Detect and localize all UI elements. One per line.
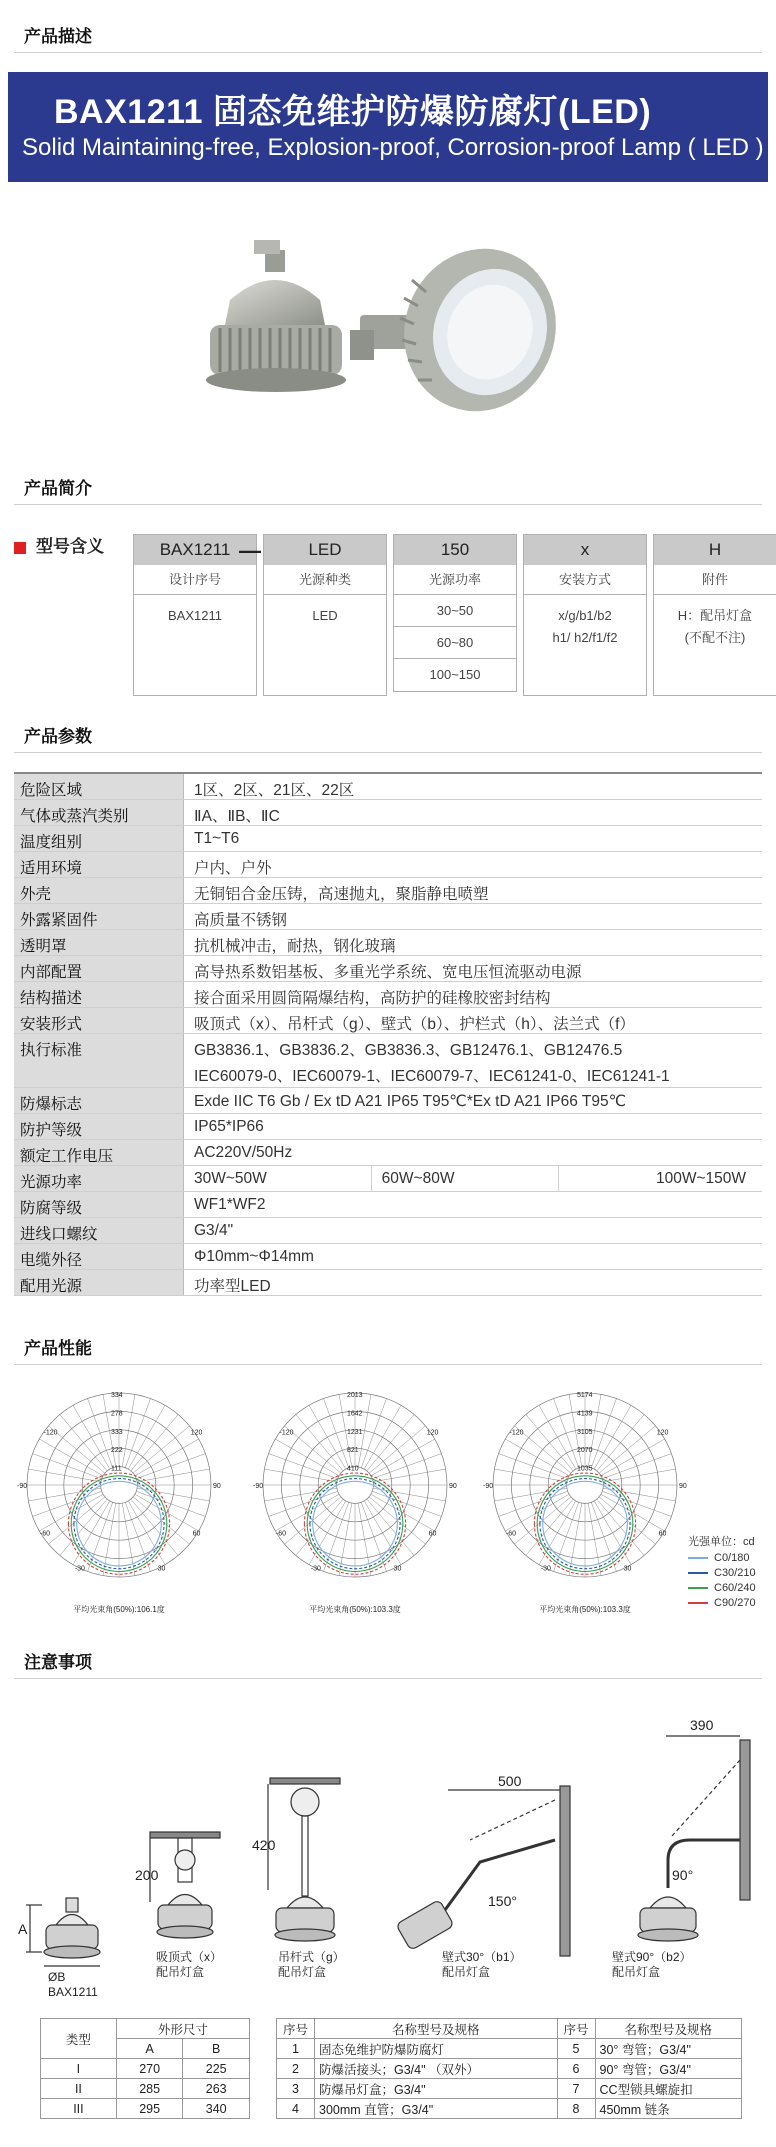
param-key: 防护等级: [14, 1114, 184, 1139]
polar-angle-label: -60: [505, 1530, 517, 1538]
model-col-cell: 30~50: [394, 595, 516, 627]
caption-wall30: 壁式30°（b1） 配吊灯盒: [442, 1950, 522, 1979]
size-table-head: 外形尺寸: [116, 2019, 249, 2039]
table-row: III 295 340: [41, 2099, 250, 2119]
section-title-notes: 注意事项: [24, 1653, 92, 1672]
caption-wall90: 壁式90°（b2） 配吊灯盒: [612, 1950, 692, 1979]
param-value: 抗机械冲击，耐热，钢化玻璃: [194, 938, 396, 955]
legend-swatch: [688, 1572, 708, 1574]
polar-spoke: [499, 1491, 569, 1516]
polar-spoke: [275, 1439, 339, 1476]
param-key: 防爆标志: [14, 1088, 184, 1113]
polar-spoke: [125, 1399, 150, 1469]
polar-spoke: [602, 1454, 672, 1479]
polar-ring-label: 278: [111, 1410, 123, 1418]
param-value: 1区、2区、21区、22区: [194, 782, 355, 799]
legend-item: C90/270: [688, 1597, 756, 1609]
table-row: I 270 225: [41, 2059, 250, 2079]
size-table-head: B: [183, 2039, 250, 2059]
legend-swatch: [688, 1602, 708, 1604]
param-value: T1~T6: [194, 830, 240, 847]
polar-angle-label: -90: [17, 1483, 28, 1490]
polar-spoke: [373, 1488, 446, 1501]
param-value: 无铜铝合金压铸，高速抛丸，聚脂静电喷塑: [194, 886, 489, 903]
param-key: 电缆外径: [14, 1244, 184, 1269]
table-row: 4 300mm 直管；G3/4" 8 450mm 链条: [277, 2099, 742, 2119]
polar-spoke: [88, 1399, 113, 1469]
polar-chart: [14, 1370, 224, 1620]
title-banner: [8, 72, 768, 182]
section-title-params: 产品参数: [24, 727, 92, 746]
param-value: WF1*WF2: [194, 1196, 266, 1213]
polar-spoke: [136, 1454, 206, 1479]
param-row: [14, 1270, 762, 1296]
divider: [14, 504, 762, 505]
polar-spoke: [309, 1405, 346, 1469]
param-row: [14, 930, 762, 956]
param-value: 户内、户外: [194, 860, 272, 877]
polar-spoke: [137, 1469, 210, 1482]
polar-spoke: [594, 1405, 631, 1469]
polar-spoke: [122, 1394, 135, 1467]
dim-label-500: 500: [498, 1773, 522, 1789]
model-col-value: (不配不注): [684, 630, 746, 645]
param-row: [14, 878, 762, 904]
polar-spoke: [371, 1439, 435, 1476]
polar-ring-label: 111: [111, 1465, 122, 1473]
model-col-head: x: [524, 535, 646, 565]
param-row: [14, 1088, 762, 1114]
legend-swatch: [688, 1557, 708, 1559]
red-square-icon: [14, 542, 26, 554]
polar-angle-label: 30: [623, 1565, 632, 1573]
polar-spoke: [28, 1488, 101, 1501]
param-row: [14, 904, 762, 930]
polar-caption: 平均光束角(50%):103.3度: [309, 1605, 401, 1614]
polar-spoke: [373, 1469, 446, 1482]
polar-spoke: [137, 1488, 210, 1501]
section-title-perf: 产品性能: [24, 1339, 92, 1358]
polar-spoke: [372, 1491, 442, 1516]
dim-label-200: 200: [135, 1867, 159, 1883]
param-row: [14, 1166, 762, 1192]
polar-spoke: [603, 1469, 676, 1482]
model-meaning-label: [14, 532, 104, 557]
param-row: [14, 956, 762, 982]
product-photos: [190, 240, 590, 430]
parts-table: [276, 2018, 742, 2119]
polar-spoke: [599, 1426, 656, 1474]
polar-angle-label: 30: [393, 1565, 402, 1573]
polar-spoke: [264, 1488, 337, 1501]
polar-angle-label: 60: [428, 1530, 437, 1538]
parts-table-head: 名称型号及规格: [595, 2019, 741, 2039]
polar-angle-label: 120: [426, 1429, 439, 1437]
polar-spoke: [591, 1399, 616, 1469]
polar-angle-label: -90: [253, 1483, 264, 1490]
polar-angle-label: -60: [275, 1530, 287, 1538]
polar-ring-label: 1035: [577, 1465, 593, 1473]
polar-ring-label: 2013: [347, 1392, 363, 1399]
polar-angle-label: 60: [192, 1530, 201, 1538]
polar-spoke: [494, 1469, 567, 1482]
polar-angle-label: 90: [213, 1483, 221, 1490]
model-meaning-text: 型号含义: [36, 537, 104, 556]
param-row: [14, 1008, 762, 1034]
polar-spoke: [28, 1469, 101, 1482]
polar-spoke: [88, 1502, 113, 1572]
param-value: Φ10mm~Φ14mm: [194, 1248, 314, 1265]
param-value: AC220V/50Hz: [194, 1144, 293, 1161]
polar-spoke: [591, 1502, 616, 1572]
polar-spoke: [128, 1405, 165, 1469]
param-key: 外壳: [14, 878, 184, 903]
polar-angle-label: -30: [310, 1565, 321, 1573]
divider: [14, 752, 762, 753]
polar-ring-label: 821: [347, 1447, 359, 1455]
param-row: [14, 1192, 762, 1218]
model-col-cell: 100~150: [429, 667, 481, 682]
param-key: 防腐等级: [14, 1192, 184, 1217]
polar-angle-label: -120: [43, 1429, 58, 1437]
lamp-outline-wall90: [638, 1736, 750, 1941]
polar-spoke: [602, 1491, 672, 1516]
polar-spoke: [554, 1502, 579, 1572]
model-col-head: LED: [264, 535, 386, 565]
param-key: 光源功率: [14, 1166, 184, 1191]
lamp-outline-wall30: [396, 1786, 570, 1956]
param-value: GB3836.1、GB3836.2、GB3836.3、GB12476.1、GB12476.5 IEC60079-0、IEC60079-1、IEC60079-7、IEC61241-0、IEC61241-1: [194, 1042, 670, 1085]
parts-table-head: 序号: [277, 2019, 315, 2039]
legend-item: C60/240: [688, 1582, 756, 1594]
polar-angle-label: 90: [449, 1483, 457, 1490]
polar-spoke: [269, 1491, 339, 1516]
dim-label-390: 390: [690, 1717, 714, 1733]
polar-angle-label: -30: [540, 1565, 551, 1573]
divider: [14, 1678, 762, 1679]
param-key: 适用环境: [14, 852, 184, 877]
polar-ring-label: 5174: [577, 1392, 593, 1399]
lamp-photo-angled: [350, 240, 579, 430]
param-key: 危险区域: [14, 774, 184, 799]
photometric-legend: [688, 1530, 756, 1609]
polar-spoke: [372, 1454, 442, 1479]
param-row: [14, 852, 762, 878]
params-table: [14, 772, 762, 1296]
section-title-intro: 产品简介: [24, 479, 92, 498]
polar-spoke: [499, 1454, 569, 1479]
polar-spoke: [33, 1491, 103, 1516]
angle-label-90: 90°: [672, 1867, 694, 1883]
param-row: [14, 982, 762, 1008]
polar-spoke: [324, 1399, 349, 1469]
param-key: 透明罩: [14, 930, 184, 955]
parts-table-head: 名称型号及规格: [315, 2019, 558, 2039]
polar-spoke: [296, 1415, 344, 1472]
param-row: [14, 1034, 762, 1088]
polar-spoke: [526, 1415, 574, 1472]
polar-spoke: [125, 1502, 150, 1572]
param-row: [14, 1114, 762, 1140]
param-key: 内部配置: [14, 956, 184, 981]
banner-title-cn: BAX1211 固态免维护防爆防腐灯(LED): [54, 93, 652, 131]
model-col-value: x/g/b1/b2: [558, 608, 612, 623]
param-value: 高导热系数铝基板、多重光学系统、宽电压恒流驱动电源: [194, 964, 582, 981]
size-table-head: 类型: [41, 2019, 117, 2059]
model-col-head: BAX1211: [134, 535, 256, 565]
legend-item: C30/210: [688, 1567, 756, 1579]
polar-chart: [480, 1370, 690, 1620]
caption-pendant: 吊杆式（g） 配吊灯盒: [278, 1950, 345, 1979]
param-key: 执行标准: [14, 1034, 184, 1087]
polar-ring-label: 333: [111, 1428, 123, 1436]
polar-spoke: [39, 1439, 103, 1476]
polar-spoke: [361, 1399, 386, 1469]
model-col-accessory: [653, 534, 776, 696]
polar-spoke: [131, 1415, 179, 1472]
polar-ring-label: 1642: [347, 1410, 363, 1418]
param-value: 接合面采用圆筒隔爆结构，高防护的硅橡胶密封结构: [194, 990, 551, 1007]
model-col-head: H: [654, 535, 776, 565]
model-col-sub: 光源功率: [394, 565, 516, 595]
model-dash: —: [239, 538, 261, 563]
param-row: [14, 774, 762, 800]
lamp-outline-basic: [26, 1898, 100, 1966]
polar-spoke: [597, 1415, 645, 1472]
param-key: 进线口螺纹: [14, 1218, 184, 1243]
legend-item: C0/180: [688, 1552, 756, 1564]
polar-ring-label: 410: [347, 1465, 359, 1473]
polar-ring-label: 334: [111, 1392, 123, 1399]
dim-label-a: A: [18, 1921, 28, 1937]
polar-spoke: [603, 1488, 676, 1501]
param-value: 高质量不锈钢: [194, 912, 288, 929]
model-col-sub: 设计序号: [134, 565, 256, 595]
polar-spoke: [369, 1426, 426, 1474]
param-key: 温度组别: [14, 826, 184, 851]
param-value-cell: 100W~150W: [655, 1170, 747, 1187]
polar-angle-label: 60: [658, 1530, 667, 1538]
polar-ring-label: 222: [111, 1447, 123, 1455]
polar-spoke: [269, 1454, 339, 1479]
polar-ring-label: 1231: [347, 1428, 363, 1436]
polar-spoke: [554, 1399, 579, 1469]
size-table-head: A: [116, 2039, 183, 2059]
model-col-head: 150: [394, 535, 516, 565]
polar-spoke: [364, 1405, 401, 1469]
section-title-desc: 产品描述: [24, 27, 92, 46]
param-value-cell: 30W~50W: [184, 1166, 372, 1191]
lamp-photo-front: [206, 240, 346, 392]
polar-angle-label: 120: [656, 1429, 669, 1437]
caption-basic: ØB BAX1211: [48, 1970, 98, 1999]
banner-title-en: Solid Maintaining-free, Explosion-proof, Corrosion-proof Lamp ( LED ): [22, 134, 764, 161]
polar-angle-label: 90: [679, 1483, 687, 1490]
polar-spoke: [494, 1488, 567, 1501]
param-key: 气体或蒸汽类别: [14, 800, 184, 825]
param-row: [14, 1244, 762, 1270]
model-col-cell: 60~80: [394, 627, 516, 659]
polar-spoke: [324, 1502, 349, 1572]
polar-ring-label: 4139: [577, 1410, 593, 1418]
legend-title: 光强单位：cd: [688, 1536, 755, 1548]
polar-ring-label: 2070: [577, 1447, 593, 1455]
model-col-value: BAX1211: [168, 608, 222, 623]
polar-spoke: [601, 1439, 665, 1476]
polar-ring-label: 3105: [577, 1428, 593, 1436]
param-row: [14, 800, 762, 826]
table-row: 3 防爆吊灯盒；G3/4" 7 CC型锁具螺旋扣: [277, 2079, 742, 2099]
installation-diagrams: [0, 1690, 776, 1990]
polar-angle-label: -120: [279, 1429, 294, 1437]
param-row: [14, 1140, 762, 1166]
polar-spoke: [361, 1502, 386, 1572]
divider: [14, 52, 762, 53]
polar-spoke: [135, 1439, 199, 1476]
model-col-sub: 光源种类: [264, 565, 386, 595]
param-value: ⅡA、ⅡB、ⅡC: [194, 808, 280, 825]
size-table: [40, 2018, 250, 2119]
polar-spoke: [73, 1405, 110, 1469]
lamp-outline-pendant: [268, 1778, 340, 1941]
param-key: 配用光源: [14, 1270, 184, 1295]
polar-angle-label: 30: [157, 1565, 166, 1573]
divider: [14, 1364, 762, 1365]
polar-spoke: [136, 1491, 206, 1516]
model-col-mount: [523, 534, 647, 696]
polar-angle-label: 120: [190, 1429, 203, 1437]
polar-angle-label: -30: [74, 1565, 85, 1573]
param-key: 结构描述: [14, 982, 184, 1007]
polar-spoke: [264, 1469, 337, 1482]
model-col-sub: 安装方式: [524, 565, 646, 595]
polar-chart: [250, 1370, 460, 1620]
legend-swatch: [688, 1587, 708, 1589]
table-row: II 285 263: [41, 2079, 250, 2099]
model-col-sub: 附件: [654, 565, 776, 595]
param-value: IP65*IP66: [194, 1118, 264, 1135]
polar-angle-label: -120: [509, 1429, 524, 1437]
param-key: 外露紧固件: [14, 904, 184, 929]
model-col-source: [263, 534, 387, 696]
param-key: 额定工作电压: [14, 1140, 184, 1165]
polar-angle-label: -60: [39, 1530, 51, 1538]
param-value: Exde IIC T6 Gb / Ex tD A21 IP65 T95℃*Ex tD A21 IP66 T95℃: [194, 1093, 627, 1110]
angle-label-150: 150°: [488, 1893, 517, 1909]
polar-caption: 平均光束角(50%):106.1度: [73, 1605, 165, 1614]
polar-spoke: [33, 1454, 103, 1479]
polar-spoke: [60, 1415, 108, 1472]
param-value: 吸顶式（x）、吊杆式（g）、壁式（b）、护栏式（h）、法兰式（f）: [194, 1016, 635, 1033]
model-col-value: LED: [312, 608, 338, 623]
param-row: [14, 826, 762, 852]
polar-spoke: [539, 1405, 576, 1469]
model-col-value: h1/ h2/f1/f2: [552, 630, 618, 645]
param-row: [14, 1218, 762, 1244]
param-value: 功率型LED: [194, 1278, 271, 1295]
table-row: 1 固态免维护防爆防腐灯 5 30° 弯管；G3/4": [277, 2039, 742, 2059]
model-col-value: H：配吊灯盒: [677, 608, 753, 623]
table-row: 2 防爆活接头；G3/4" （双外） 6 90° 弯管；G3/4": [277, 2059, 742, 2079]
param-key: 安装形式: [14, 1008, 184, 1033]
param-value: G3/4": [194, 1222, 234, 1239]
dim-label-420: 420: [252, 1837, 276, 1853]
polar-spoke: [505, 1439, 569, 1476]
polar-angle-label: -90: [483, 1483, 494, 1490]
param-value-cell: 60W~80W: [372, 1166, 560, 1191]
caption-ceiling: 吸顶式（x） 配吊灯盒: [156, 1950, 223, 1979]
polar-caption: 平均光束角(50%):103.3度: [539, 1605, 631, 1614]
polar-spoke: [367, 1415, 415, 1472]
parts-table-head: 序号: [557, 2019, 595, 2039]
polar-spoke: [133, 1426, 190, 1474]
model-col-power: [393, 534, 517, 692]
lamp-outline-ceiling: [150, 1832, 220, 1938]
